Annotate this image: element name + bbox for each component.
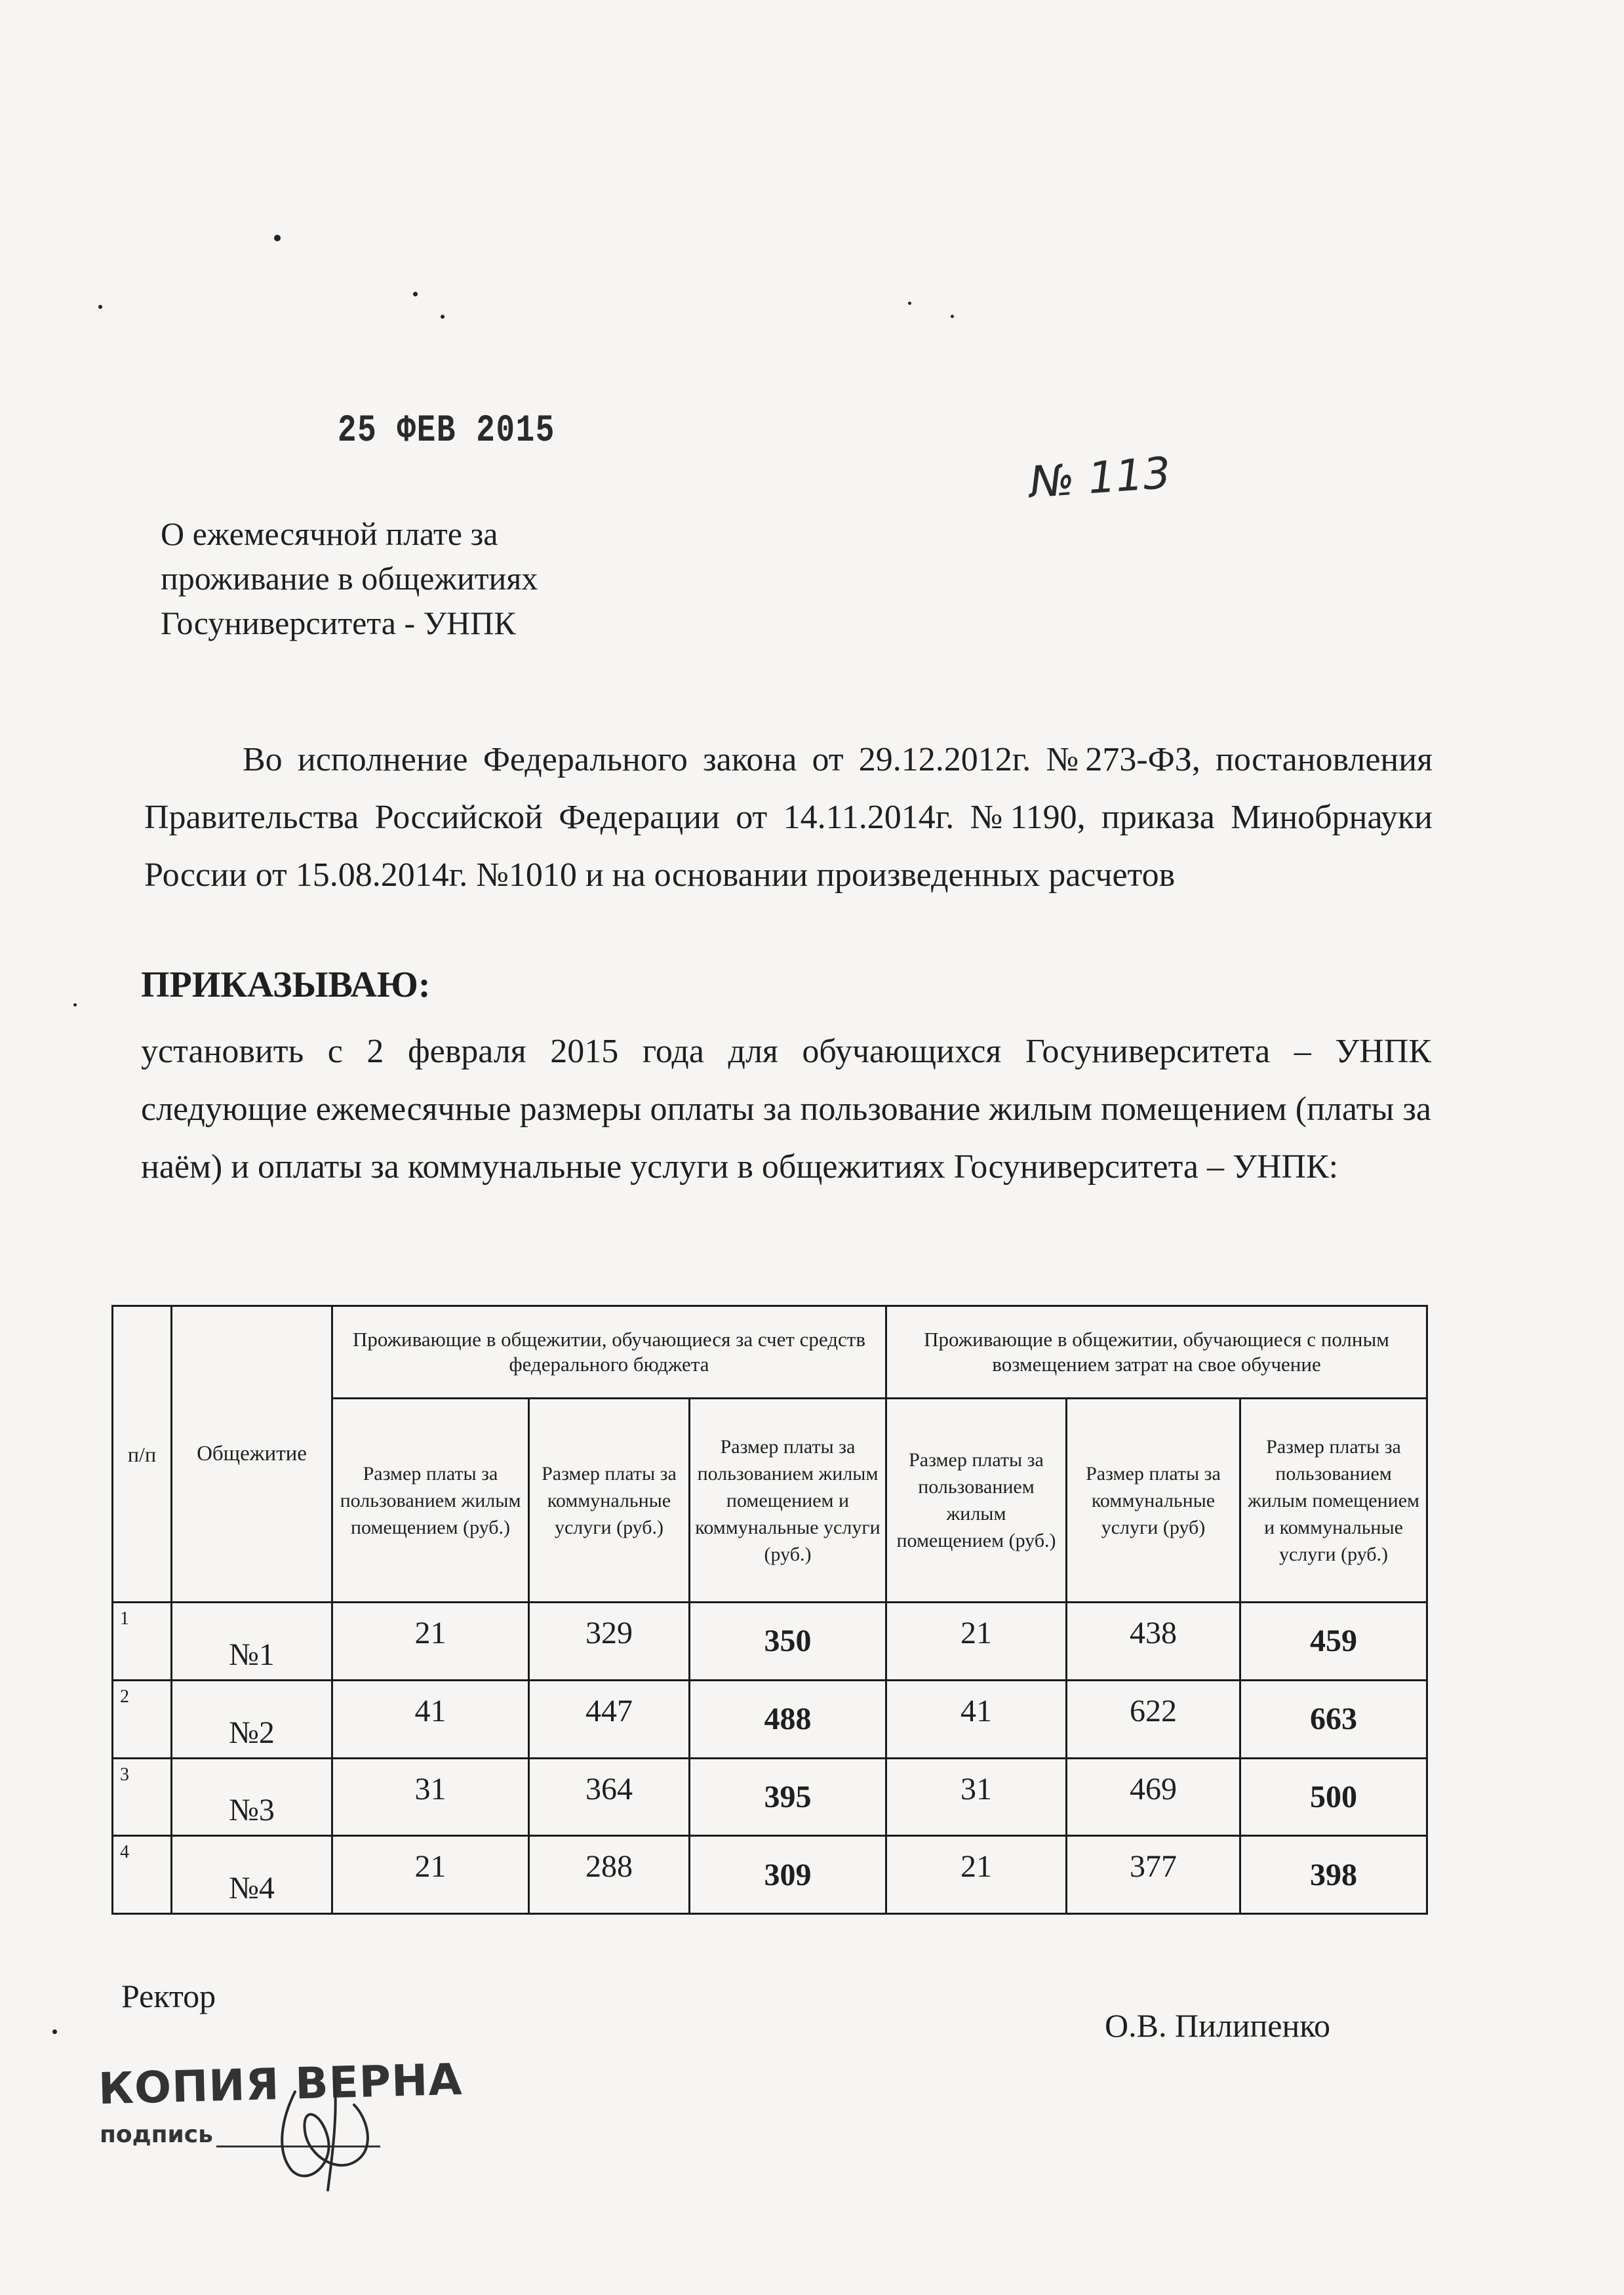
date-stamp: 25 ФЕВ 2015 [338,410,555,452]
budget-total-cell: 488 [690,1680,886,1758]
budget-utilities-cell: 329 [529,1603,690,1681]
row-dorm: №4 [172,1836,332,1914]
paid-total-cell: 398 [1240,1836,1427,1914]
scan-speck [951,315,954,318]
scan-speck [441,315,445,319]
row-dorm: №1 [172,1603,332,1681]
rector-name: О.В. Пилипенко [1105,2007,1330,2044]
budget-utilities-cell: 364 [529,1758,690,1836]
row-num: 1 [113,1603,172,1681]
header-budget-rent: Размер платы за пользованием жилым помещением (руб.) [332,1399,529,1603]
paid-utilities-cell: 469 [1067,1758,1240,1836]
paid-rent-cell: 21 [886,1836,1067,1914]
title-line: О ежемесячной плате за [161,515,498,552]
budget-total-cell: 309 [690,1836,886,1914]
budget-total-cell: 350 [690,1603,886,1681]
table-row [113,1680,1427,1758]
table-row [113,1758,1427,1836]
header-paid-rent: Размер платы за пользованием жилым помещением (руб.) [886,1399,1067,1603]
header-budget-utilities: Размер платы за коммунальные услуги (руб.) [529,1399,690,1603]
paid-utilities-cell: 377 [1067,1836,1240,1914]
header-group-paid: Проживающие в общежитии, обучающиеся с полным возмещением затрат на свое обучение [886,1306,1427,1399]
paid-total-cell: 459 [1240,1603,1427,1681]
title-line: Госуниверситета - УНПК [161,605,516,641]
rector-label: Ректор [121,1978,216,2014]
scan-speck [908,302,911,305]
scan-speck [52,2029,57,2034]
row-dorm: №2 [172,1680,332,1758]
paid-utilities-cell: 438 [1067,1603,1240,1681]
budget-total-cell: 395 [690,1758,886,1836]
paid-rent-cell: 31 [886,1758,1067,1836]
scan-speck [98,305,102,309]
paid-total-cell: 500 [1240,1758,1427,1836]
paid-total-cell: 663 [1240,1680,1427,1758]
budget-utilities-cell: 288 [529,1836,690,1914]
decree-paragraph: установить с 2 февраля 2015 года для обучающихся Госуниверситета – УНПК следующие ежемесячные размеры оплаты за пользование жилым помещением (платы за наём) и оплаты за коммунальные услуги в общежитиях Госуниверситета – УНПК: [141,1033,1431,1186]
handwritten-signature [256,2066,400,2197]
row-num: 3 [113,1758,172,1836]
title-line: проживание в общежитиях [161,560,538,597]
signature-label: подпись [100,2121,213,2148]
header-num: п/п [113,1306,172,1603]
paid-rent-cell: 21 [886,1603,1067,1681]
intro-paragraph: Во исполнение Федерального закона от 29.12.2012г. №273-ФЗ, постановления Правительства Российской Федерации от 14.11.2014г. №1190, приказа Минобрнауки России от 15.08.2014г. №1010 и на основании произведенных расчетов [144,741,1433,894]
scan-speck [413,292,418,296]
header-budget-total: Размер платы за пользованием жилым помещением и коммунальные услуги (руб.) [690,1399,886,1603]
order-number: № 113 [1027,447,1173,508]
row-dorm: №3 [172,1758,332,1836]
budget-rent-cell: 21 [332,1836,529,1914]
row-num: 2 [113,1680,172,1758]
budget-rent-cell: 21 [332,1603,529,1681]
copy-verified-stamp: КОПИЯ ВЕРНА [98,2054,464,2115]
header-paid-utilities: Размер платы за коммунальные услуги (руб) [1067,1399,1240,1603]
header-paid-total: Размер платы за пользованием жилым помещением и коммунальные услуги (руб.) [1240,1399,1427,1603]
header-group-budget: Проживающие в общежитии, обучающиеся за счет средств федерального бюджета [332,1306,886,1399]
fee-table [111,1305,1428,1915]
row-num: 4 [113,1836,172,1914]
budget-utilities-cell: 447 [529,1680,690,1758]
budget-rent-cell: 31 [332,1758,529,1836]
budget-rent-cell: 41 [332,1680,529,1758]
paid-utilities-cell: 622 [1067,1680,1240,1758]
scan-speck [73,1003,77,1007]
document-title [161,511,751,645]
paid-rent-cell: 41 [886,1680,1067,1758]
header-dorm: Общежитие [172,1306,332,1603]
table-row [113,1836,1427,1914]
order-heading: ПРИКАЗЫВАЮ: [141,965,431,1005]
table-row [113,1603,1427,1681]
scan-speck [274,235,281,241]
